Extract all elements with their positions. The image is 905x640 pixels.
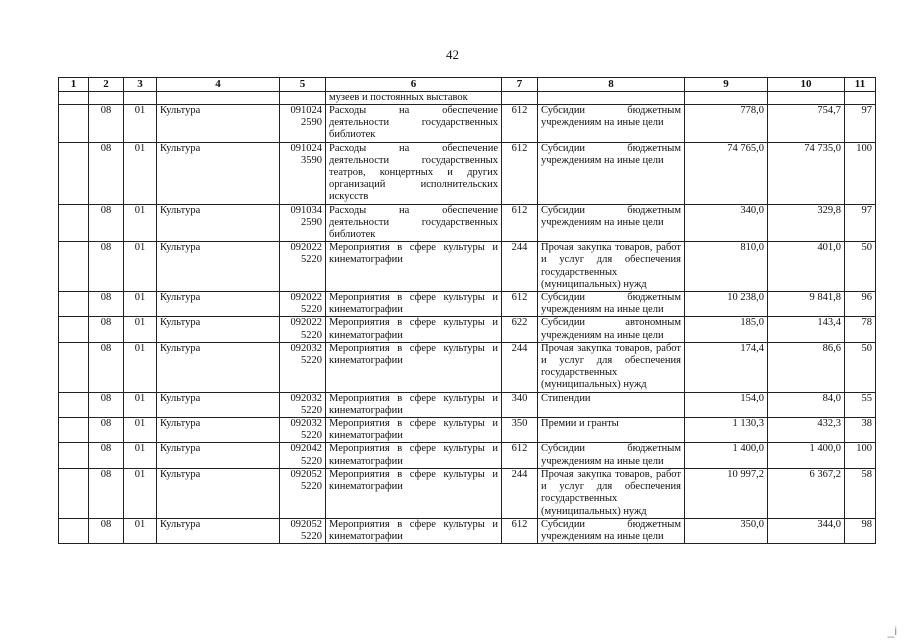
- expense-type-code-cell: 612: [502, 142, 538, 204]
- actual-value-cell: 9 841,8: [768, 292, 845, 317]
- corner-mark: _i: [887, 624, 897, 638]
- percent-cell: 50: [845, 342, 876, 392]
- percent-cell: 55: [845, 392, 876, 417]
- section-cell: 08: [89, 242, 124, 292]
- expense-type-code-cell: 350: [502, 418, 538, 443]
- percent-cell: 97: [845, 204, 876, 242]
- section-name-cell: Культура: [157, 518, 280, 543]
- plan-value-cell: 350,0: [685, 518, 768, 543]
- row-number-cell: [59, 105, 89, 143]
- continuation-text: музеев и постоянных выставок: [326, 92, 502, 105]
- table-row: [59, 342, 876, 392]
- col-header-2: 2: [89, 78, 124, 92]
- expense-type-code-cell: 244: [502, 342, 538, 392]
- expense-type-code-cell: 612: [502, 204, 538, 242]
- plan-value-cell: 74 765,0: [685, 142, 768, 204]
- row-number-cell: [59, 242, 89, 292]
- plan-value-cell: 1 130,3: [685, 418, 768, 443]
- section-name-cell: Культура: [157, 292, 280, 317]
- table-row: [59, 292, 876, 317]
- continuation-row: [59, 92, 876, 105]
- percent-cell: 50: [845, 242, 876, 292]
- plan-value-cell: 810,0: [685, 242, 768, 292]
- section-name-cell: Культура: [157, 242, 280, 292]
- expense-type-code-cell: 244: [502, 468, 538, 518]
- percent-cell: 100: [845, 142, 876, 204]
- section-cell: 08: [89, 392, 124, 417]
- expense-type-cell: Субсидии бюджетным учреждениям на иные цели: [538, 142, 685, 204]
- section-name-cell: Культура: [157, 443, 280, 468]
- row-number-cell: [59, 142, 89, 204]
- table-row: [59, 142, 876, 204]
- row-number-cell: [59, 342, 89, 392]
- subsection-cell: 01: [124, 392, 157, 417]
- section-name-cell: Культура: [157, 142, 280, 204]
- col-header-8: 8: [538, 78, 685, 92]
- col-header-1: 1: [59, 78, 89, 92]
- description-cell: Мероприятия в сфере культуры и кинематографии: [326, 317, 502, 342]
- actual-value-cell: 86,6: [768, 342, 845, 392]
- percent-cell: 100: [845, 443, 876, 468]
- description-cell: Мероприятия в сфере культуры и кинематографии: [326, 468, 502, 518]
- target-code-cell: 091034 2590: [280, 204, 326, 242]
- col-header-5: 5: [280, 78, 326, 92]
- target-code-cell: 092022 5220: [280, 292, 326, 317]
- actual-value-cell: 1 400,0: [768, 443, 845, 468]
- actual-value-cell: 143,4: [768, 317, 845, 342]
- actual-value-cell: 754,7: [768, 105, 845, 143]
- target-code-cell: 092032 5220: [280, 342, 326, 392]
- target-code-cell: 092042 5220: [280, 443, 326, 468]
- plan-value-cell: 340,0: [685, 204, 768, 242]
- expense-type-cell: Субсидии бюджетным учреждениям на иные цели: [538, 518, 685, 543]
- expense-type-cell: Стипендии: [538, 392, 685, 417]
- plan-value-cell: 778,0: [685, 105, 768, 143]
- percent-cell: 58: [845, 468, 876, 518]
- subsection-cell: 01: [124, 468, 157, 518]
- section-name-cell: Культура: [157, 418, 280, 443]
- description-cell: Расходы на обеспечение деятельности государственных библиотек: [326, 204, 502, 242]
- description-cell: Мероприятия в сфере культуры и кинематографии: [326, 443, 502, 468]
- plan-value-cell: 185,0: [685, 317, 768, 342]
- expense-type-cell: Прочая закупка товаров, работ и услуг для обеспечения государственных (муниципальных) нужд: [538, 242, 685, 292]
- row-number-cell: [59, 518, 89, 543]
- row-number-cell: [59, 468, 89, 518]
- subsection-cell: 01: [124, 142, 157, 204]
- percent-cell: 96: [845, 292, 876, 317]
- expense-type-code-cell: 244: [502, 242, 538, 292]
- target-code-cell: 092022 5220: [280, 317, 326, 342]
- actual-value-cell: 6 367,2: [768, 468, 845, 518]
- percent-cell: 97: [845, 105, 876, 143]
- section-name-cell: Культура: [157, 392, 280, 417]
- description-cell: Мероприятия в сфере культуры и кинематографии: [326, 392, 502, 417]
- percent-cell: 98: [845, 518, 876, 543]
- description-cell: Мероприятия в сфере культуры и кинематографии: [326, 292, 502, 317]
- description-cell: Расходы на обеспечение деятельности государственных театров, концертных и других организаций исполнительских искусств: [326, 142, 502, 204]
- expense-type-cell: Прочая закупка товаров, работ и услуг для обеспечения государственных (муниципальных) нужд: [538, 468, 685, 518]
- table-row: [59, 392, 876, 417]
- row-number-cell: [59, 204, 89, 242]
- expense-type-code-cell: 622: [502, 317, 538, 342]
- col-header-10: 10: [768, 78, 845, 92]
- row-number-cell: [59, 418, 89, 443]
- target-code-cell: 092022 5220: [280, 242, 326, 292]
- plan-value-cell: 1 400,0: [685, 443, 768, 468]
- expense-type-code-cell: 612: [502, 443, 538, 468]
- target-code-cell: 091024 3590: [280, 142, 326, 204]
- actual-value-cell: 74 735,0: [768, 142, 845, 204]
- description-cell: Мероприятия в сфере культуры и кинематографии: [326, 418, 502, 443]
- section-cell: 08: [89, 443, 124, 468]
- subsection-cell: 01: [124, 292, 157, 317]
- col-header-4: 4: [157, 78, 280, 92]
- section-cell: 08: [89, 418, 124, 443]
- target-code-cell: 092052 5220: [280, 518, 326, 543]
- row-number-cell: [59, 317, 89, 342]
- subsection-cell: 01: [124, 418, 157, 443]
- section-name-cell: Культура: [157, 342, 280, 392]
- table-row: [59, 317, 876, 342]
- row-number-cell: [59, 392, 89, 417]
- section-cell: 08: [89, 518, 124, 543]
- section-name-cell: Культура: [157, 204, 280, 242]
- section-cell: 08: [89, 204, 124, 242]
- plan-value-cell: 154,0: [685, 392, 768, 417]
- plan-value-cell: 10 238,0: [685, 292, 768, 317]
- budget-table: [58, 77, 876, 544]
- section-cell: 08: [89, 342, 124, 392]
- target-code-cell: 092032 5220: [280, 418, 326, 443]
- header-row: [59, 78, 876, 92]
- description-cell: Мероприятия в сфере культуры и кинематографии: [326, 342, 502, 392]
- col-header-3: 3: [124, 78, 157, 92]
- percent-cell: 38: [845, 418, 876, 443]
- actual-value-cell: 329,8: [768, 204, 845, 242]
- table-row: [59, 242, 876, 292]
- target-code-cell: 092032 5220: [280, 392, 326, 417]
- subsection-cell: 01: [124, 242, 157, 292]
- page-number: 42: [446, 47, 459, 62]
- section-cell: 08: [89, 105, 124, 143]
- col-header-9: 9: [685, 78, 768, 92]
- col-header-7: 7: [502, 78, 538, 92]
- expense-type-code-cell: 612: [502, 105, 538, 143]
- expense-type-cell: Субсидии бюджетным учреждениям на иные цели: [538, 204, 685, 242]
- percent-cell: 78: [845, 317, 876, 342]
- actual-value-cell: 401,0: [768, 242, 845, 292]
- section-name-cell: Культура: [157, 468, 280, 518]
- table-row: [59, 443, 876, 468]
- subsection-cell: 01: [124, 105, 157, 143]
- plan-value-cell: 174,4: [685, 342, 768, 392]
- subsection-cell: 01: [124, 204, 157, 242]
- section-cell: 08: [89, 292, 124, 317]
- expense-type-code-cell: 612: [502, 518, 538, 543]
- plan-value-cell: 10 997,2: [685, 468, 768, 518]
- expense-type-cell: Субсидии автономным учреждениям на иные цели: [538, 317, 685, 342]
- section-name-cell: Культура: [157, 317, 280, 342]
- actual-value-cell: 344,0: [768, 518, 845, 543]
- description-cell: Расходы на обеспечение деятельности государственных библиотек: [326, 105, 502, 143]
- expense-type-cell: Субсидии бюджетным учреждениям на иные цели: [538, 105, 685, 143]
- expense-type-cell: Субсидии бюджетным учреждениям на иные цели: [538, 443, 685, 468]
- description-cell: Мероприятия в сфере культуры и кинематографии: [326, 518, 502, 543]
- subsection-cell: 01: [124, 443, 157, 468]
- target-code-cell: 091024 2590: [280, 105, 326, 143]
- col-header-11: 11: [845, 78, 876, 92]
- expense-type-code-cell: 612: [502, 292, 538, 317]
- actual-value-cell: 84,0: [768, 392, 845, 417]
- subsection-cell: 01: [124, 518, 157, 543]
- expense-type-cell: Премии и гранты: [538, 418, 685, 443]
- table-row: [59, 105, 876, 143]
- subsection-cell: 01: [124, 317, 157, 342]
- section-cell: 08: [89, 142, 124, 204]
- expense-type-cell: Субсидии бюджетным учреждениям на иные цели: [538, 292, 685, 317]
- table-row: [59, 518, 876, 543]
- section-cell: 08: [89, 317, 124, 342]
- section-name-cell: Культура: [157, 105, 280, 143]
- table-row: [59, 418, 876, 443]
- expense-type-cell: Прочая закупка товаров, работ и услуг для обеспечения государственных (муниципальных) нужд: [538, 342, 685, 392]
- table-row: [59, 468, 876, 518]
- actual-value-cell: 432,3: [768, 418, 845, 443]
- subsection-cell: 01: [124, 342, 157, 392]
- row-number-cell: [59, 443, 89, 468]
- table-row: [59, 204, 876, 242]
- description-cell: Мероприятия в сфере культуры и кинематографии: [326, 242, 502, 292]
- section-cell: 08: [89, 468, 124, 518]
- col-header-6: 6: [326, 78, 502, 92]
- expense-type-code-cell: 340: [502, 392, 538, 417]
- row-number-cell: [59, 292, 89, 317]
- target-code-cell: 092052 5220: [280, 468, 326, 518]
